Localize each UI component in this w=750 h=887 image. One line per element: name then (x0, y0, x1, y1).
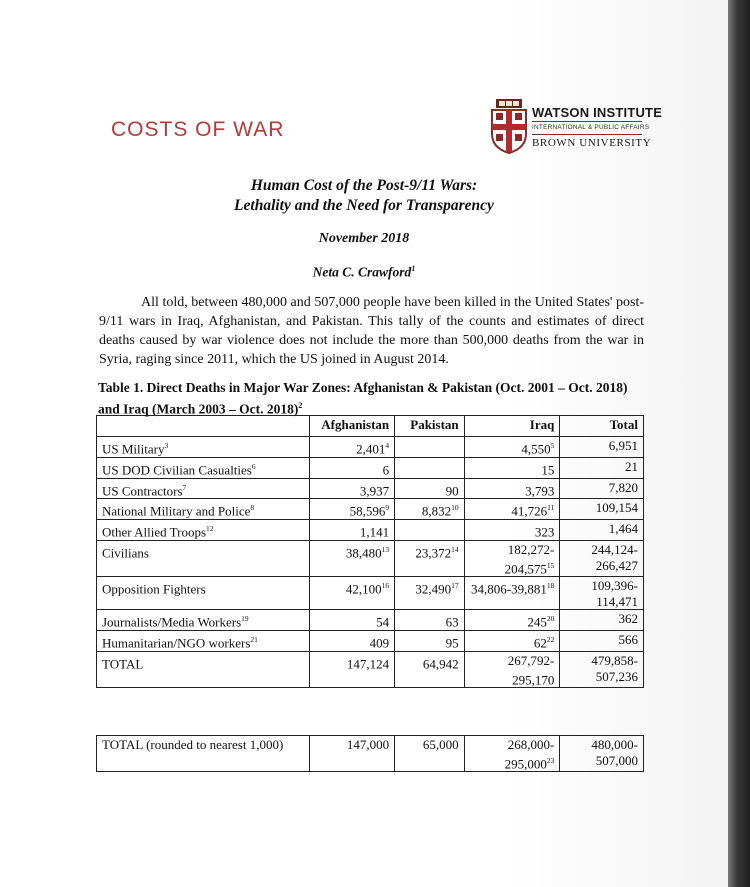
afghanistan-cell (309, 577, 395, 610)
footnote-ref: 14 (451, 545, 459, 555)
footnote-ref: 3 (164, 441, 169, 450)
total-cell-value: 6,951 (608, 438, 638, 453)
row-label (97, 437, 310, 458)
row-label-value: Other Allied Troops (102, 524, 207, 540)
total-cell (560, 610, 644, 631)
iraq-cell-value: 34,806-39,881 (471, 581, 547, 597)
total-cell (560, 478, 644, 499)
iraq-cell (464, 652, 560, 688)
row-label (97, 499, 310, 520)
document-title-line2: Lethality and the Need for Transparency (234, 197, 494, 214)
pakistan-cell (395, 499, 465, 520)
footnote-ref: 15 (546, 560, 555, 570)
table-row (97, 520, 644, 541)
iraq-cell-value: 15 (541, 462, 555, 478)
total-cell-value: 362 (618, 611, 638, 627)
row-label (97, 457, 310, 478)
total-cell-value: 109,396-114,471 (591, 578, 638, 609)
footnote-ref: 6 (251, 461, 256, 471)
total-cell-value: 479,858-507,236 (591, 653, 638, 684)
deaths-table (96, 415, 644, 688)
row-label-value: Opposition Fighters (102, 581, 206, 597)
row-label-value: TOTAL (102, 656, 144, 672)
footnote-ref: 8 (250, 503, 255, 513)
iraq-cell-value: 323 (534, 524, 555, 540)
table-caption-text: Table 1. Direct Deaths in Major War Zones: Afghanistan & Pakistan (Oct. 2001 – Oct. 2018) and Iraq (March 2003 – Oct. 2018) (98, 380, 628, 416)
afghanistan-cell (309, 541, 395, 577)
row-label (97, 541, 310, 577)
row-label (97, 478, 310, 499)
pakistan-cell (395, 631, 465, 652)
pakistan-cell (395, 541, 465, 577)
afghanistan-cell (309, 437, 395, 458)
table-row (97, 541, 644, 577)
afghanistan-cell-value: 147,124 (346, 656, 390, 672)
afghanistan-cell-value: 54 (376, 614, 390, 630)
table-caption (98, 379, 648, 418)
table-row (97, 652, 644, 688)
footnote-ref: 18 (546, 581, 555, 591)
total-cell (560, 437, 644, 458)
pakistan-cell-value: 64,942 (422, 656, 459, 672)
table-header-row (97, 416, 644, 437)
iraq-cell-value: 62 (533, 635, 547, 651)
afghanistan-cell-value: 3,937 (359, 482, 390, 498)
header-cell: Total (560, 416, 644, 437)
row-label-value: Journalists/Media Workers (102, 614, 242, 630)
total-cell-value: 21 (625, 458, 638, 474)
total-cell-value: 244,124-266,427 (591, 542, 638, 573)
iraq-cell (464, 577, 560, 610)
iraq-cell (464, 437, 560, 458)
footnote-ref: 19 (241, 614, 249, 624)
row-label-value: US Military (102, 441, 165, 457)
row-label (97, 520, 310, 541)
logo-rule (532, 134, 642, 135)
header-cell: Afghanistan (309, 416, 395, 437)
afghanistan-cell (309, 652, 395, 688)
footnote-ref: 16 (381, 581, 390, 591)
pakistan-cell-value: 90 (445, 482, 459, 498)
header-cell (97, 416, 310, 437)
iraq-cell (464, 520, 560, 541)
total-cell-value: 109,154 (595, 500, 638, 516)
iraq-cell (464, 610, 560, 631)
afghanistan-cell (309, 631, 395, 652)
total-cell (560, 631, 644, 652)
table-row (97, 736, 644, 772)
footnote-ref: 13 (381, 545, 390, 555)
brown-university-label: BROWN UNIVERSITY (532, 137, 652, 149)
iraq-cell-value: 4,550 (521, 441, 551, 457)
intro-paragraph: All told, between 480,000 and 507,000 people have been killed in the United States' post-9/11 wars in Iraq, Afghanistan, and Pakistan. This tally of the counts and estimates of direct deaths caused by war violence does not include the more than 500,000 deaths from the war in Syria, raging since 2011, which the US joined in August 2014. (99, 295, 644, 367)
footnote-ref: 4 (385, 441, 390, 450)
footnote-ref: 5 (550, 441, 555, 450)
pakistan-cell-value: 23,372 (415, 545, 452, 561)
header-cell: Pakistan (395, 416, 465, 437)
pakistan-cell (395, 437, 465, 458)
iraq-cell (464, 541, 560, 577)
iraq-cell-value: 267,792-295,170 (507, 653, 555, 687)
iraq-cell (464, 499, 560, 520)
pakistan-cell (395, 457, 465, 478)
afghanistan-cell-value: 409 (369, 635, 390, 651)
pakistan-cell (395, 577, 465, 610)
afghanistan-cell (309, 610, 395, 631)
row-label-value: US Contractors (102, 482, 183, 498)
total-cell-value: 566 (618, 632, 638, 648)
pakistan-cell (395, 610, 465, 631)
pakistan-cell (395, 652, 465, 688)
total-cell (560, 541, 644, 577)
pakistan-cell (395, 520, 465, 541)
total-cell (560, 457, 644, 478)
afghanistan-cell-value: 42,100 (345, 581, 382, 597)
row-label (97, 631, 310, 652)
footnote-ref: 17 (451, 581, 459, 591)
row-label (97, 577, 310, 610)
footnote-ref: 7 (182, 482, 187, 492)
afghanistan-cell: 147,000 (309, 736, 395, 772)
watson-institute-title: WATSON INSTITUTE (532, 105, 663, 120)
footnote-ref: 11 (547, 503, 555, 513)
row-label-value: Civilians (102, 545, 149, 561)
rounded-total-table (96, 735, 644, 772)
costs-of-war-logo: COSTS OF WAR (111, 118, 285, 141)
iraq-cell (464, 631, 560, 652)
afghanistan-cell (309, 520, 395, 541)
header-cell: Iraq (464, 416, 560, 437)
watson-institute-subtitle: INTERNATIONAL & PUBLIC AFFAIRS (532, 124, 650, 131)
total-cell (560, 652, 644, 688)
pakistan-cell-value: 95 (445, 635, 459, 651)
total-cell (560, 577, 644, 610)
table-row (97, 478, 644, 499)
iraq-cell (464, 478, 560, 499)
iraq-cell (464, 736, 560, 772)
table-row (97, 499, 644, 520)
table-row (97, 457, 644, 478)
total-cell (560, 499, 644, 520)
afghanistan-cell (309, 478, 395, 499)
footnote-ref: 22 (546, 635, 555, 645)
row-label-value: US DOD Civilian Casualties (102, 462, 252, 478)
brown-crest-icon (490, 98, 528, 154)
document-title-line1: Human Cost of the Post-9/11 Wars: (250, 177, 478, 194)
table-row (97, 610, 644, 631)
total-cell (560, 520, 644, 541)
afghanistan-cell (309, 457, 395, 478)
footnote-ref: 10 (451, 503, 459, 513)
afghanistan-cell (309, 499, 395, 520)
afghanistan-cell-value: 38,480 (345, 545, 382, 561)
row-label: TOTAL (rounded to nearest 1,000) (97, 736, 310, 772)
footnote-ref: 9 (385, 503, 390, 513)
table-row (97, 437, 644, 458)
total-cell-value: 7,820 (608, 479, 638, 495)
iraq-cell-value: 41,726 (511, 503, 548, 519)
afghanistan-cell-value: 1,141 (359, 524, 390, 540)
pakistan-cell-value: 8,832 (421, 503, 452, 519)
footnote-ref: 1 (411, 264, 416, 273)
table-row (97, 577, 644, 610)
author-name: Neta C. Crawford (312, 264, 412, 280)
document-date: November 2018 (318, 231, 410, 246)
footnote-ref: 2 (298, 400, 303, 410)
afghanistan-cell-value: 2,401 (356, 441, 386, 457)
iraq-cell-value: 3,793 (525, 482, 555, 498)
footnote-ref: 20 (546, 614, 555, 624)
pakistan-cell-value: 63 (445, 614, 459, 630)
iraq-value: 268,000-295,000 (504, 737, 555, 771)
table-row (97, 631, 644, 652)
pakistan-cell: 65,000 (395, 736, 465, 772)
pakistan-cell-value: 32,490 (415, 581, 452, 597)
footnote-ref: 12 (206, 524, 214, 534)
iraq-cell (464, 457, 560, 478)
total-cell-value: 1,464 (608, 521, 638, 537)
row-label-value: Humanitarian/NGO workers (102, 635, 251, 651)
footnote-ref: 21 (250, 635, 258, 645)
iraq-cell-value: 182,272-204,575 (504, 542, 555, 576)
row-label (97, 652, 310, 688)
row-label-value: National Military and Police (102, 503, 251, 519)
row-label (97, 610, 310, 631)
document-author (0, 264, 728, 281)
page-edge-shadow (728, 0, 750, 887)
afghanistan-cell-value: 58,596 (349, 503, 386, 519)
total-cell: 480,000-507,000 (560, 736, 644, 772)
iraq-cell-value: 245 (527, 614, 547, 630)
logo-rule (532, 121, 642, 122)
afghanistan-cell-value: 6 (382, 462, 390, 478)
pakistan-cell (395, 478, 465, 499)
footnote-ref: 23 (546, 755, 555, 765)
